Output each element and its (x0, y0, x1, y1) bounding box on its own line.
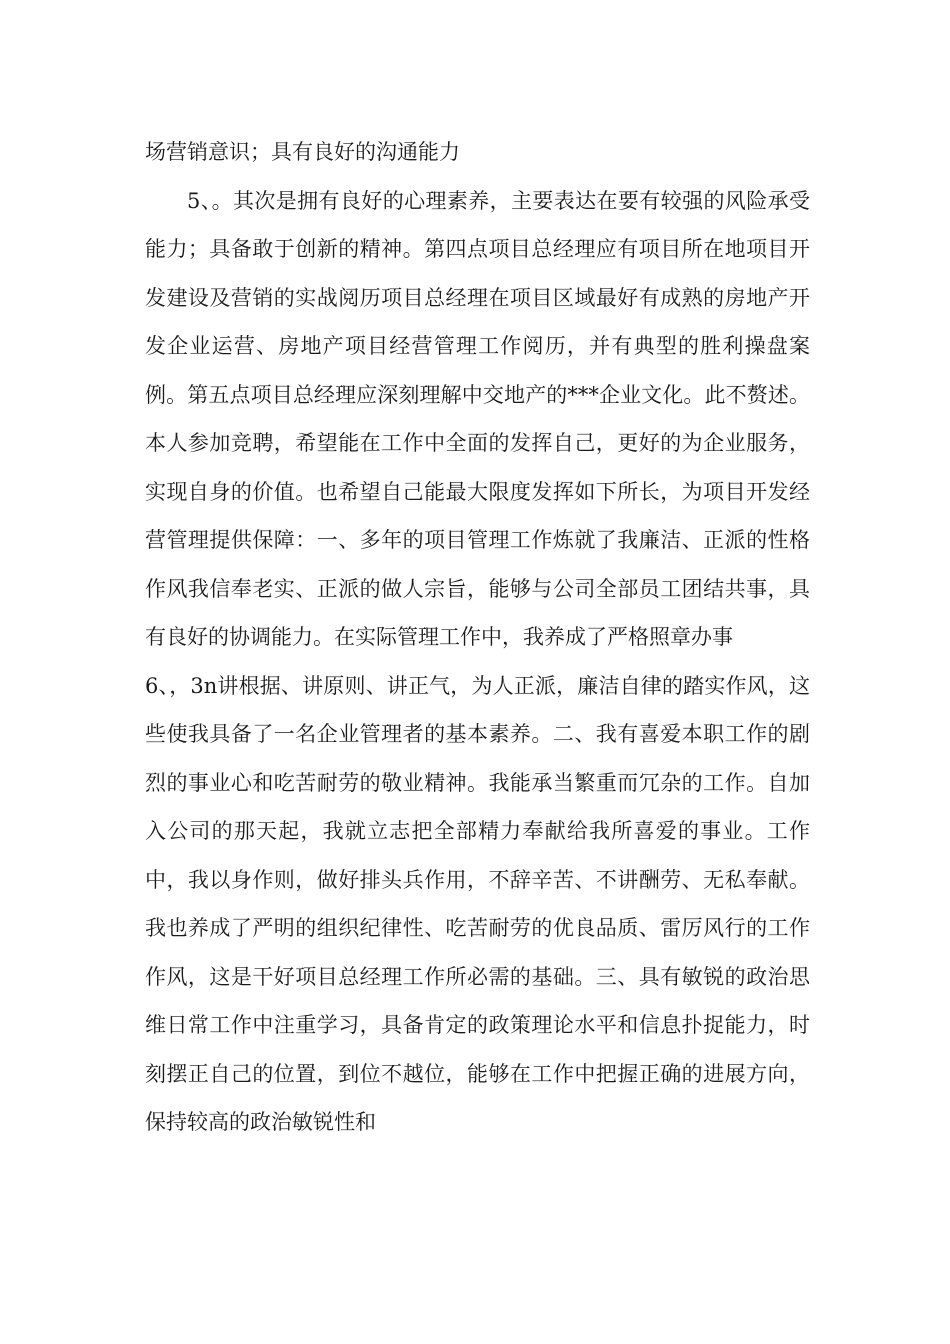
document-body (145, 128, 810, 1147)
paragraph-item-6: 6、，3n讲根据、讲原则、讲正气，为人正派，廉洁自律的踏实作风，这些使我具备了一名企业管理者的基本素养。二、我有喜爱本职工作的剧烈的事业心和吃苦耐劳的敬业精神。我能承当繁重而冗杂的工作。自加入公司的那天起，我就立志把全部精力奉献给我所喜爱的事业。工作中，我以身作则，做好排头兵作用，不辞辛苦、不讲酬劳、无私奉献。我也养成了严明的组织纪律性、吃苦耐劳的优良品质、雷厉风行的工作作风，这是干好项目总经理工作所必需的基础。三、具有敏锐的政治思维日常工作中注重学习，具备肯定的政策理论水平和信息扑捉能力，时刻摆正自己的位置，到位不越位，能够在工作中把握正确的进展方向，保持较高的政治敏锐性和 (145, 673, 810, 1134)
paragraph-continuation: 场营销意识；具有良好的沟通能力 (145, 140, 460, 164)
paragraph-item-5: 5、。其次是拥有良好的心理素养，主要表达在要有较强的风险承受能力；具备敢于创新的精神。第四点项目总经理应有项目所在地项目开发建设及营销的实战阅历项目总经理在项目区域最好有成熟的房地产开发企业运营、房地产项目经营管理工作阅历，并有典型的胜利操盘案例。第五点项目总经理应深刻理解中交地产的***企业文化。此不赘述。本人参加竞聘，希望能在工作中全面的发挥自己，更好的为企业服务，实现自身的价值。也希望自己能最大限度发挥如下所长，为项目开发经营管理提供保障：一、多年的项目管理工作炼就了我廉洁、正派的性格作风我信奉老实、正派的做人宗旨，能够与公司全部员工团结共事，具有良好的协调能力。在实际管理工作中，我养成了严格照章办事 (145, 188, 810, 649)
